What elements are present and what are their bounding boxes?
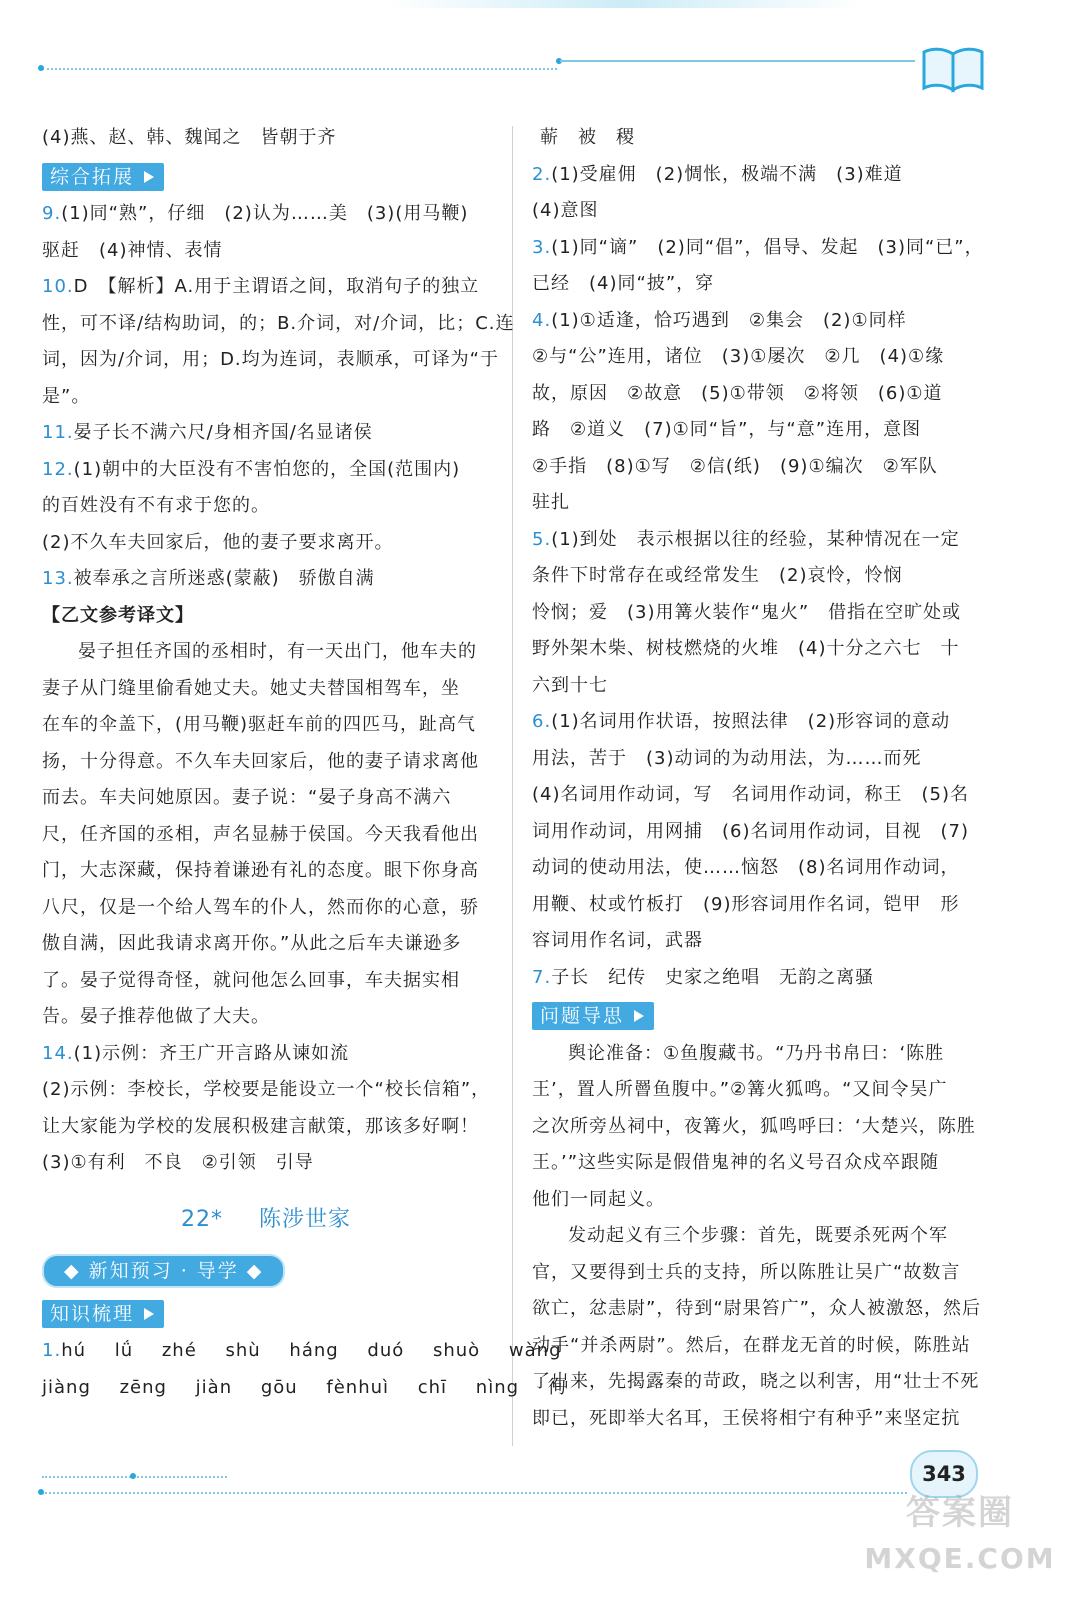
pinyin-text: hú lǘ zhé shù háng duó shuò wàng <box>61 1340 562 1361</box>
answer-text: 动词的使动用法，使……恼怒 (8)名词用作动词， <box>532 857 960 878</box>
answer-item-5 <box>532 522 982 705</box>
item-number: 4. <box>532 309 552 331</box>
answer-text: 被奉承之言所迷惑(蒙蔽) 骄傲自满 <box>73 568 375 589</box>
item-number: 12. <box>42 458 74 480</box>
translation-line: 在车的伞盖下，(用马鞭)驱赶车前的四匹马，趾高气 <box>42 714 477 735</box>
footer-dotted-rule-long <box>42 1492 907 1494</box>
answer-text: 的百姓没有不有求于您的。 <box>42 495 270 516</box>
translation-title: 【乙文参考译文】 <box>42 604 194 626</box>
answer-item-9 <box>42 196 490 269</box>
answer-text: (2)示例：李校长，学校要是能设立一个“校长信箱”， <box>42 1079 491 1100</box>
lesson-number: 22* <box>180 1206 223 1232</box>
translation-line: 晏子担任齐国的丞相时，有一天出门，他车夫的 <box>78 641 477 662</box>
answer-text: 已经 (4)同“披”，穿 <box>532 273 715 294</box>
translation-line: 门，大志深藏，保持着谦逊有礼的态度。眼下你身高 <box>42 860 479 881</box>
book-icon <box>920 44 986 94</box>
answer-text: 容词用作名词，武器 <box>532 930 703 951</box>
answer-text: 用鞭、杖或竹板打 (9)形容词用作名词，铠甲 形 <box>532 893 960 915</box>
discussion-line: 发动起义有三个步骤：首先，既要杀死两个军 <box>568 1225 948 1246</box>
answer-text: (4)名词用作动词，写 名词用作动词，称王 (5)名 <box>532 784 969 805</box>
discussion-line: 了出来，先揭露秦的苛政，晓之以利害，用“壮士不死 <box>532 1371 980 1392</box>
answer-text: 晏子长不满六尺/身相齐国/名显诸侯 <box>73 422 373 443</box>
item-number: 14. <box>42 1042 74 1064</box>
item-number: 10. <box>42 276 74 297</box>
answer-text: 让大家能为学校的发展积极建言献策，那该多好啊！ <box>42 1115 479 1137</box>
translation-line: 而去。车夫问她原因。妻子说：“晏子身高不满六 <box>42 787 452 808</box>
translation-line: 扬，十分得意。不久车夫回家后，他的妻子请求离他 <box>42 750 479 772</box>
answer-text: 词用作动词，用网捕 (6)名词用作动词，目视 (7) <box>532 820 969 842</box>
discussion-line: 欲亡，忿恚尉”，待到“尉果笞广”，众人被激怒，然后 <box>532 1298 981 1319</box>
lesson-title: 陈涉世家 <box>258 1206 351 1232</box>
answer-item-13 <box>42 561 490 598</box>
translation-line: 傲自满，因此我请求离开你。”从此之后车夫谦逊多 <box>42 933 462 954</box>
answer-text: (1)名词用作状语，按照法律 (2)形容词的意动 <box>551 711 951 732</box>
discussion-paragraph-2 <box>532 1218 982 1437</box>
right-column <box>532 120 982 1437</box>
translation-line: 了。晏子觉得奇怪，就问他怎么回事，车夫据实相 <box>42 969 460 991</box>
discussion-paragraph-1 <box>532 1036 982 1219</box>
answer-text: (1)朝中的大臣没有不害怕您的，全国(范围内) <box>73 458 461 480</box>
answer-item-14 <box>42 1036 490 1182</box>
answer-text: 是”。 <box>42 385 91 407</box>
pinyin-answers <box>42 1333 567 1406</box>
answer-item-7 <box>532 960 982 997</box>
answer-text: (1)同“谪” (2)同“倡”，倡导、发起 (3)同“已”， <box>551 236 984 258</box>
item-number: 9. <box>42 203 62 224</box>
answer-text: (2)不久车夫回家后，他的妻子要求离开。 <box>42 531 394 553</box>
preview-banner: ◆ 新知预习 · 导学 ◆ <box>42 1254 285 1288</box>
answer-text: (1)①适逢，恰巧遇到 ②集会 (2)①同样 <box>551 309 907 331</box>
section-tag-questions: 问题导思 <box>532 1002 654 1030</box>
answer-text: 子长 纪传 史家之绝唱 无韵之离骚 <box>551 966 875 988</box>
item-number: 3. <box>532 236 552 258</box>
top-band <box>0 0 1070 14</box>
discussion-line: 王’，置人所罾鱼腹中。”②篝火狐鸣。“又间令吴广 <box>532 1079 948 1100</box>
answer-item-4 <box>532 303 982 522</box>
section-tag-knowledge: 知识梳理 <box>42 1300 164 1328</box>
answer-text: (1)到处 表示根据以往的经验，某种情况在一定 <box>551 528 960 550</box>
item-number: 6. <box>532 711 552 732</box>
header-rule-right <box>560 60 915 62</box>
answer-text: 性，可不译/结构助词，的；B.介词，对/介词，比；C.连 <box>42 312 515 334</box>
footer-dot <box>130 1473 136 1479</box>
pinyin-text: jiàng zēng jiàn gōu fènhuì chī nìng 徇 <box>42 1376 567 1398</box>
item-number: 5. <box>532 528 552 550</box>
answer-text: D 【解析】A.用于主谓语之间，取消句子的独立 <box>73 276 480 297</box>
answer-text: 词，因为/介词，用；D.均为连词，表顺承，可译为“于 <box>42 349 499 370</box>
answer-text: (1)示例：齐王广开言路从谏如流 <box>73 1042 350 1064</box>
discussion-line: 动手“并杀两尉”。然后，在群龙无首的时候，陈胜站 <box>532 1334 971 1356</box>
answer-item-6 <box>532 704 982 960</box>
answer-item-10 <box>42 269 515 415</box>
section-tag-extension: 综合拓展 <box>42 163 164 191</box>
item-number: 7. <box>532 966 552 988</box>
translation-paragraph <box>42 634 490 1036</box>
answer-item-2 <box>532 157 982 230</box>
answer-text: ②手指 (8)①写 ②信(纸) (9)①编次 ②军队 <box>532 455 938 477</box>
answer-text: 驻扎 <box>532 492 570 513</box>
answer-text: 驱赶 (4)神情、表情 <box>42 239 223 261</box>
header-dotted-rule <box>42 68 557 70</box>
page-number: 343 <box>910 1450 978 1498</box>
discussion-line: 之次所旁丛祠中，夜篝火，狐鸣呼曰：‘大楚兴，陈胜 <box>532 1115 976 1137</box>
lesson-heading <box>42 1200 490 1240</box>
item-number: 11. <box>42 422 74 443</box>
answer-text: 路 ②道义 (7)①同“旨”，与“意”连用，意图 <box>532 419 922 440</box>
item-number: 1. <box>42 1340 62 1361</box>
watermark-line: 答案圈 <box>906 1493 1014 1533</box>
footer-dot-left <box>38 1489 44 1495</box>
answer-item-12 <box>42 452 490 562</box>
discussion-line: 王。’”这些实际是假借鬼神的名义号召众戍卒跟随 <box>532 1152 940 1173</box>
answer-item-11 <box>42 415 490 452</box>
item-number: 13. <box>42 568 74 589</box>
discussion-line: 舆论准备：①鱼腹藏书。“乃丹书帛曰：‘陈胜 <box>568 1042 945 1064</box>
answer-text: ②与“公”连用，诸位 (3)①屡次 ②几 (4)①缘 <box>532 346 945 367</box>
item-number: 2. <box>532 163 552 185</box>
answer-item-3 <box>532 230 982 303</box>
answer-text: 六到十七 <box>532 674 608 696</box>
discussion-line: 他们一同起义。 <box>532 1188 665 1210</box>
answer-text: (1)受雇佣 (2)惆怅，极端不满 (3)难道 <box>551 163 903 185</box>
translation-line: 尺，任齐国的丞相，声名显赫于侯国。今天我看他出 <box>42 823 479 845</box>
answer-text: 怜悯；爱 (3)用篝火装作“鬼火” 借指在空旷处或 <box>532 601 962 623</box>
answer-text: 条件下时常存在或经常发生 (2)哀怜，怜悯 <box>532 565 903 586</box>
watermark-line: MXQE.COM <box>864 1542 1056 1575</box>
answer-text: 野外架木柴、树枝燃烧的火堆 (4)十分之六七 十 <box>532 638 960 659</box>
answer-text: 故，原因 ②故意 (5)①带领 ②将领 (6)①道 <box>532 382 943 404</box>
answer-text: (3)①有利 不良 ②引领 引导 <box>42 1152 314 1173</box>
answer-line: (4)燕、赵、韩、魏闻之 皆朝于齐 <box>42 127 337 148</box>
answer-line: 蕲 被 稷 <box>540 127 635 148</box>
header-dot-left <box>38 65 44 71</box>
answer-text: (4)意图 <box>532 200 599 221</box>
translation-line: 八尺，仅是一个给人驾车的仆人，然而你的心意，骄 <box>42 896 479 918</box>
answer-text: 用法，苦于 (3)动词的为动用法，为……而死 <box>532 747 922 769</box>
translation-line: 告。晏子推荐他做了大夫。 <box>42 1006 270 1027</box>
translation-line: 妻子从门缝里偷看她丈夫。她丈夫替国相驾车，坐 <box>42 677 460 699</box>
answer-text: (1)同“熟”，仔细 (2)认为……美 (3)(用马鞭) <box>61 203 469 224</box>
discussion-line: 官，又要得到士兵的支持，所以陈胜让吴广“故数言 <box>532 1261 961 1283</box>
watermark <box>860 1490 1060 1590</box>
discussion-line: 即已，死即举大名耳，王侯将相宁有种乎”来坚定抗 <box>532 1407 961 1429</box>
